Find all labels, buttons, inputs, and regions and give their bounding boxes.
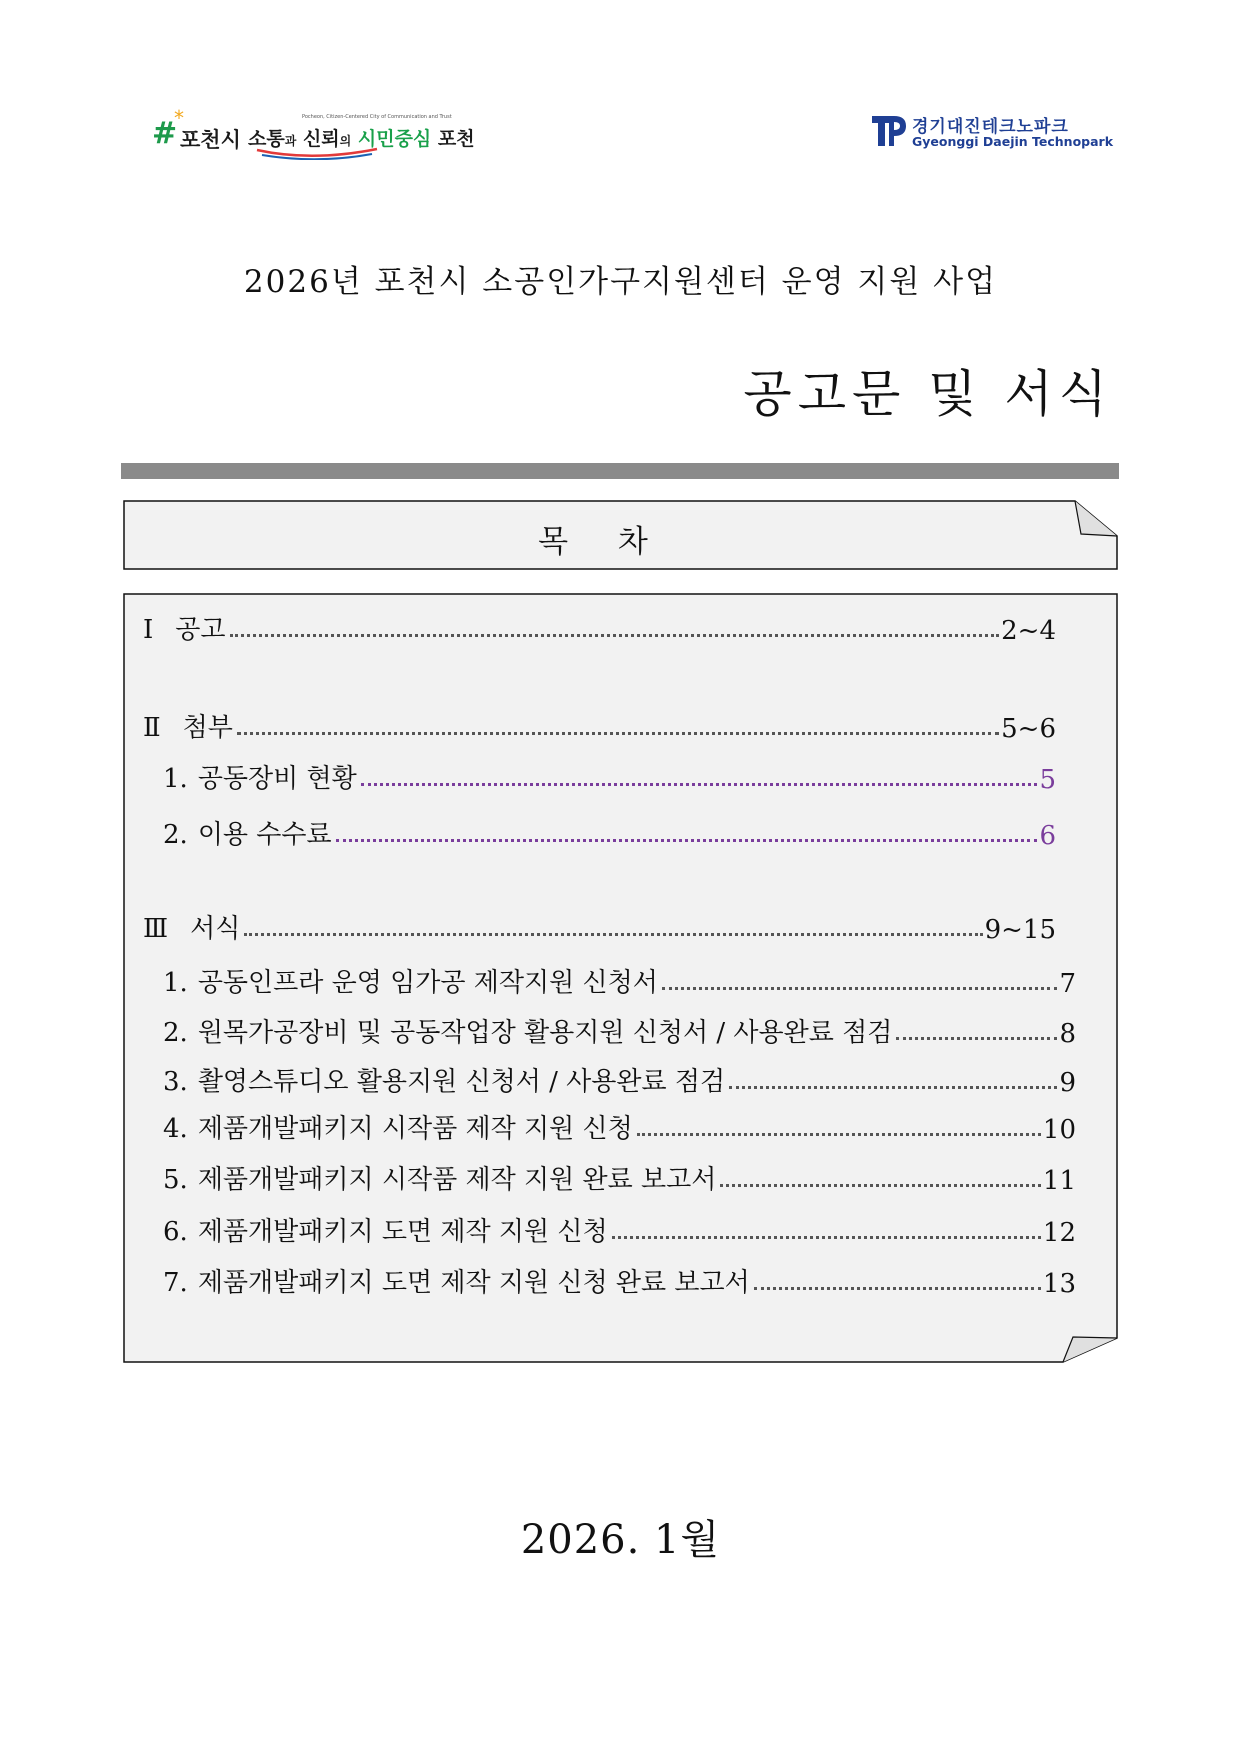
toc-entry-label xyxy=(143,707,235,744)
toc-page-number: 12 xyxy=(1042,1218,1076,1248)
toc-page-number: 9 xyxy=(1059,1068,1076,1098)
toc-page-number: 2~4 xyxy=(1001,616,1056,646)
toc-heading: 목 차 xyxy=(538,524,648,560)
star-icon: * xyxy=(174,106,184,130)
toc-entry-label xyxy=(163,1159,718,1196)
toc-entry-label xyxy=(163,1262,752,1299)
toc-roman-numeral: Ⅰ xyxy=(143,615,154,645)
toc-leader-dots xyxy=(336,839,1038,842)
toc-page-number: 5 xyxy=(1039,765,1056,795)
toc-entry-number: 1. xyxy=(163,968,188,998)
toc-entry-label xyxy=(163,1012,894,1049)
toc-entry-number: 6. xyxy=(163,1217,188,1247)
toc-entry-label xyxy=(143,609,228,646)
toc-leader-dots xyxy=(612,1236,1041,1239)
toc-entry-text: 제품개발패키지 도면 제작 지원 신청 xyxy=(197,1217,608,1247)
toc-box xyxy=(123,593,1118,1363)
tp-mark-icon xyxy=(872,114,908,148)
toc-page-number: 11 xyxy=(1042,1166,1076,1196)
toc-sub-entry xyxy=(163,1208,1076,1248)
toc-entry-text: 촬영스튜디오 활용지원 신청서 / 사용완료 점검 xyxy=(197,1067,726,1097)
logo-tagline: Pocheon, Citizen-Centered City of Communication and Trust xyxy=(302,114,452,120)
toc-section-entry xyxy=(143,704,1056,744)
technopark-logo xyxy=(872,112,1112,156)
toc-entry-label xyxy=(163,758,359,795)
toc-entry-text: 제품개발패키지 도면 제작 지원 신청 완료 보고서 xyxy=(197,1268,750,1298)
toc-entry-label xyxy=(143,908,242,945)
document-subtitle: 2026년 포천시 소공인가구지원센터 운영 지원 사업 xyxy=(243,264,998,300)
toc-page-number: 7 xyxy=(1059,969,1076,999)
toc-page-number: 9~15 xyxy=(984,915,1056,945)
toc-entry-text: 제품개발패키지 시작품 제작 지원 완료 보고서 xyxy=(197,1165,717,1195)
technopark-english-name: Gyeonggi Daejin Technopark xyxy=(912,134,1114,149)
toc-page-number: 6 xyxy=(1039,821,1056,851)
toc-leader-dots xyxy=(361,783,1038,786)
toc-section-entry xyxy=(143,905,1056,945)
toc-entry-text: 공동인프라 운영 임가공 제작지원 신청서 xyxy=(197,968,658,998)
document-date: 2026. 1월 xyxy=(520,1517,721,1563)
toc-leader-dots xyxy=(720,1184,1041,1187)
toc-sub-entry xyxy=(163,1058,1076,1098)
toc-entry-number: 5. xyxy=(163,1165,188,1195)
toc-roman-numeral: Ⅲ xyxy=(143,914,169,944)
toc-sub-entry xyxy=(163,755,1056,795)
toc-entry-text: 이용 수수료 xyxy=(197,820,332,850)
toc-leader-dots xyxy=(237,732,999,735)
toc-page-number: 10 xyxy=(1042,1115,1076,1145)
toc-page-number: 5~6 xyxy=(1001,714,1056,744)
toc-leader-dots xyxy=(896,1037,1057,1040)
document-title: 공고문 및 서식 xyxy=(743,365,1113,423)
toc-heading-box xyxy=(123,500,1118,570)
toc-entry-label xyxy=(163,1211,610,1248)
toc-entry-text: 원목가공장비 및 공동작업장 활용지원 신청서 / 사용완료 점검 xyxy=(197,1018,893,1048)
toc-entry-label xyxy=(163,962,660,999)
toc-entry-label xyxy=(163,1108,635,1145)
toc-leader-dots xyxy=(662,987,1058,990)
toc-entry-number: 2. xyxy=(163,1018,188,1048)
toc-sub-entry xyxy=(163,1259,1076,1299)
toc-sub-entry xyxy=(163,811,1056,851)
toc-sub-entry xyxy=(163,1009,1076,1049)
toc-leader-dots xyxy=(637,1133,1041,1136)
toc-entry-number: 3. xyxy=(163,1067,188,1097)
toc-entry-text: 공동장비 현황 xyxy=(197,764,357,794)
toc-entry-text: 서식 xyxy=(190,914,241,944)
toc-roman-numeral: Ⅱ xyxy=(143,713,161,743)
toc-sub-entry xyxy=(163,1105,1076,1145)
toc-page-number: 8 xyxy=(1059,1019,1076,1049)
toc-sub-entry xyxy=(163,959,1076,999)
toc-entry-number: 1. xyxy=(163,764,188,794)
toc-entry-number: 2. xyxy=(163,820,188,850)
pocheon-city-logo xyxy=(152,106,475,160)
toc-leader-dots xyxy=(754,1287,1041,1290)
toc-entry-number: 4. xyxy=(163,1114,188,1144)
toc-entry-number: 7. xyxy=(163,1268,188,1298)
technopark-korean-name: 경기대진테크노파크 xyxy=(912,117,1069,137)
toc-entry-text: 제품개발패키지 시작품 제작 지원 신청 xyxy=(197,1114,633,1144)
horizontal-rule xyxy=(121,463,1119,479)
toc-sub-entry xyxy=(163,1156,1076,1196)
city-name: 포천시 xyxy=(180,128,241,152)
city-slogan: 소통과 신뢰의 시민중심 포천 xyxy=(248,128,475,150)
toc-leader-dots xyxy=(244,933,982,936)
toc-entry-text: 공고 xyxy=(175,615,226,645)
toc-leader-dots xyxy=(729,1086,1057,1089)
toc-leader-dots xyxy=(230,634,1000,637)
hash-mark: # xyxy=(152,116,178,151)
toc-entry-label xyxy=(163,814,334,851)
toc-entry-label xyxy=(163,1061,727,1098)
toc-entry-text: 첨부 xyxy=(182,713,233,743)
toc-section-entry xyxy=(143,606,1056,646)
toc-page-number: 13 xyxy=(1042,1269,1076,1299)
swoosh-icon xyxy=(252,146,382,160)
